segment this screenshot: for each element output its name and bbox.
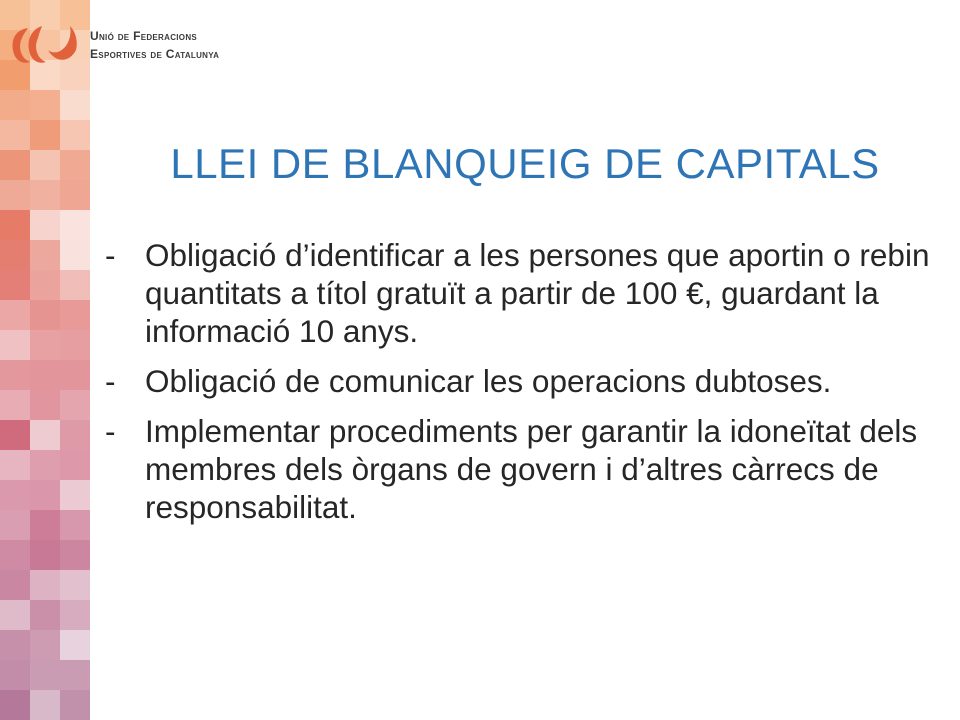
mosaic-tile <box>60 150 90 180</box>
mosaic-tile <box>60 450 90 480</box>
mosaic-tile <box>30 240 60 270</box>
mosaic-tile <box>30 390 60 420</box>
mosaic-tile <box>60 330 90 360</box>
mosaic-tile <box>60 570 90 600</box>
mosaic-tile <box>60 600 90 630</box>
mosaic-tile <box>30 210 60 240</box>
slide-title: LLEI DE BLANQUEIG DE CAPITALS <box>170 140 880 187</box>
mosaic-tile <box>0 570 30 600</box>
mosaic-tile <box>0 180 30 210</box>
ufec-logo-text <box>90 27 219 63</box>
mosaic-tile <box>60 660 90 690</box>
logo-line-2: Esportives de Catalunya <box>90 47 220 61</box>
mosaic-tile <box>60 630 90 660</box>
bullet-item <box>105 362 950 400</box>
mosaic-tile <box>30 510 60 540</box>
mosaic-tile <box>30 600 60 630</box>
bullet-list <box>105 236 950 538</box>
bullet-dash: - <box>105 237 116 273</box>
mosaic-tile <box>30 300 60 330</box>
bullet-dash: - <box>105 413 116 449</box>
mosaic-tile <box>0 360 30 390</box>
mosaic-tile <box>0 480 30 510</box>
mosaic-tile <box>30 480 60 510</box>
mosaic-tile <box>60 540 90 570</box>
bullet-text: Obligació d’identificar a les persones que aportin o rebin quantitats a títol gratuït a partir de 100 €, guardant la informació 10 anys. <box>145 237 930 349</box>
bullet-text: Obligació de comunicar les operacions dubtoses. <box>145 363 832 399</box>
ufec-logo <box>8 20 219 70</box>
mosaic-tile <box>30 360 60 390</box>
mosaic-tile <box>0 690 30 720</box>
mosaic-tile <box>0 300 30 330</box>
mosaic-tile <box>60 180 90 210</box>
mosaic-tile <box>30 570 60 600</box>
bullet-text: Implementar procediments per garantir la idoneïtat dels membres dels òrgans de govern i d’altres càrrecs de responsabilitat. <box>145 413 918 525</box>
mosaic-tile <box>0 420 30 450</box>
mosaic-tile <box>30 330 60 360</box>
mosaic-tile <box>60 480 90 510</box>
mosaic-tile <box>0 150 30 180</box>
mosaic-tile <box>60 360 90 390</box>
mosaic-tile <box>30 180 60 210</box>
mosaic-tile <box>0 90 30 120</box>
decorative-color-mosaic <box>0 0 90 720</box>
mosaic-tile <box>30 120 60 150</box>
mosaic-tile <box>0 600 30 630</box>
mosaic-tile <box>30 540 60 570</box>
mosaic-tile <box>0 210 30 240</box>
mosaic-tile <box>0 540 30 570</box>
mosaic-tile <box>30 450 60 480</box>
mosaic-tile <box>0 390 30 420</box>
mosaic-tile <box>60 270 90 300</box>
bullet-dash: - <box>105 363 116 399</box>
mosaic-tile <box>30 690 60 720</box>
mosaic-tile <box>60 300 90 330</box>
mosaic-tile <box>0 660 30 690</box>
mosaic-tile <box>60 690 90 720</box>
logo-line-1: Unió de Federacions <box>90 29 198 43</box>
bullet-item <box>105 412 950 526</box>
mosaic-tile <box>30 660 60 690</box>
mosaic-tile <box>30 630 60 660</box>
bullet-item <box>105 236 950 350</box>
mosaic-tile <box>60 90 90 120</box>
mosaic-tile <box>30 270 60 300</box>
mosaic-tile <box>0 450 30 480</box>
mosaic-tile <box>0 120 30 150</box>
mosaic-tile <box>60 240 90 270</box>
mosaic-tile <box>60 210 90 240</box>
mosaic-tile <box>0 510 30 540</box>
mosaic-tile <box>60 510 90 540</box>
mosaic-tile <box>0 270 30 300</box>
mosaic-tile <box>0 330 30 360</box>
ufec-logo-icon <box>8 20 80 70</box>
mosaic-tile <box>30 420 60 450</box>
mosaic-tile <box>60 390 90 420</box>
mosaic-tile <box>60 120 90 150</box>
mosaic-tile <box>0 630 30 660</box>
mosaic-tile <box>30 150 60 180</box>
mosaic-tile <box>0 240 30 270</box>
mosaic-tile <box>60 420 90 450</box>
mosaic-tile <box>30 90 60 120</box>
